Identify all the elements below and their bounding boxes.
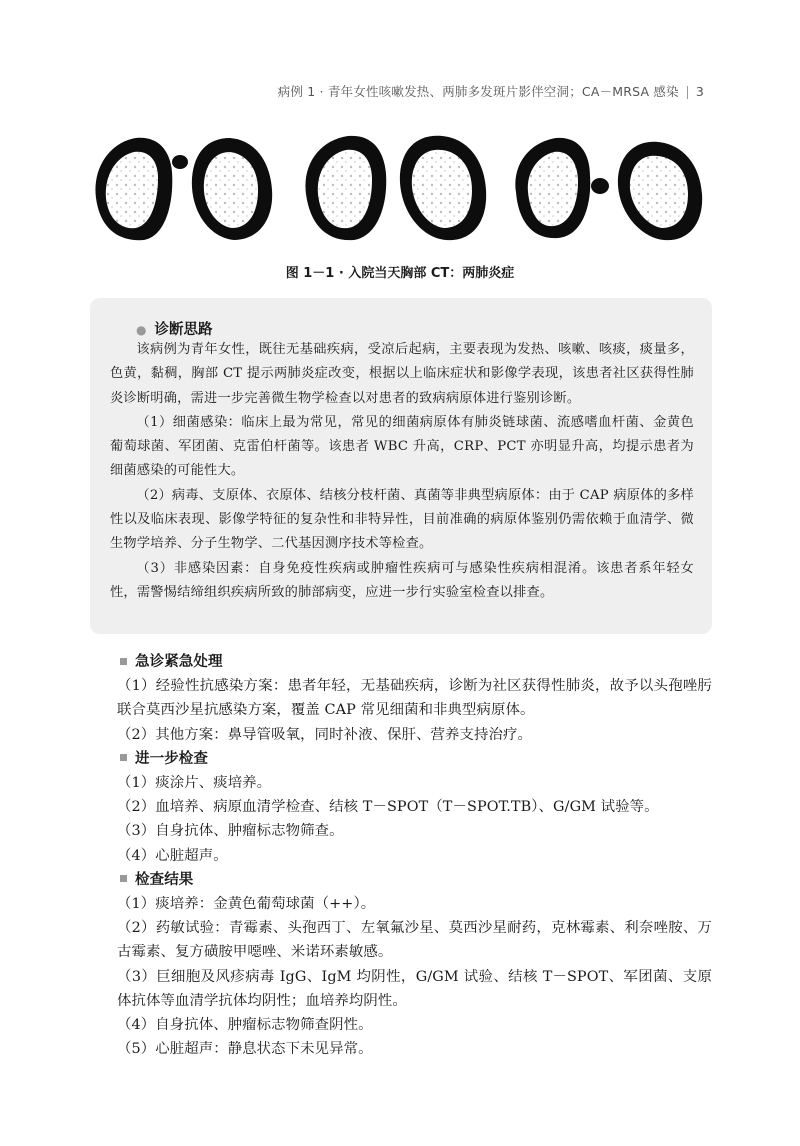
diagnosis-paragraph: （1）细菌感染：临床上最为常见，常见的细菌病原体有肺炎链球菌、流感嗜血杆菌、金黄色葡萄球菌、军团菌、克雷伯杆菌等。该患者 WBC 升高，CRP、PCT 亦明显升高，均提示患者为细菌感染的可能性大。 xyxy=(110,414,694,479)
figure-caption: 图 1－1 · 入院当天胸部 CT：两肺炎症 xyxy=(285,266,515,281)
square-bullet-icon xyxy=(120,754,127,761)
diagnosis-title-text: 诊断思路 xyxy=(154,322,213,338)
header-divider xyxy=(687,86,688,99)
diagnosis-paragraph: 该病例为青年女性，既往无基础疾病，受凉后起病，主要表现为发热、咳嗽、咳痰，痰量多，色黄，黏稠，胸部 CT 提示两肺炎症改变，根据以上临床症状和影像学表现，该患者社区获得性肺炎诊断明确，需进一步完善微生物学检查以对患者的致病病原体进行鉴别诊断。 xyxy=(110,342,694,406)
ct-slice-2 xyxy=(305,136,486,240)
main-content xyxy=(110,650,712,1061)
diagnosis-paragraph: （3）非感染因素：自身免疫性疾病或肿瘤性疾病可与感染性疾病相混淆。该患者系年轻女性，需警惕结缔组织疾病所致的肺部病变，应进一步行实验室检查以排查。 xyxy=(110,560,694,600)
ct-image-strip xyxy=(88,128,713,248)
square-bullet-icon xyxy=(120,658,127,665)
list-item: （2）其他方案：鼻导管吸氧，同时补液、保肝、营养支持治疗。 xyxy=(117,726,532,743)
diagnosis-title xyxy=(136,318,212,339)
section-heading-results xyxy=(110,868,712,892)
ct-slice-1 xyxy=(88,128,293,248)
list-item: （1）经验性抗感染方案：患者年轻，无基础疾病，诊断为社区获得性肺炎，故予以头孢唑肟联合莫西沙星抗感染方案，覆盖 CAP 常见细菌和非典型病原体。 xyxy=(117,678,712,719)
section-heading-text: 进一步检查 xyxy=(135,750,208,767)
bullet-icon: ● xyxy=(136,323,147,337)
running-header xyxy=(278,82,704,100)
list-item: （3）巨细胞及风疹病毒 IgG、IgM 均阴性，G/GM 试验、结核 T－SPOT、军团菌、支原体抗体等血清学抗体均阴性；血培养均阴性。 xyxy=(117,968,712,1009)
section-heading-text: 检查结果 xyxy=(135,871,194,888)
ct-slice-3 xyxy=(515,138,702,240)
header-title: 病例 1 · 青年女性咳嗽发热、两肺多发斑片影伴空洞；CA－MRSA 感染 xyxy=(277,84,679,99)
list-item: （4）心脏超声。 xyxy=(117,847,228,864)
list-item: （5）心脏超声：静息状态下未见异常。 xyxy=(117,1041,373,1058)
list-item: （2）药敏试验：青霉素、头孢西丁、左氧氟沙星、莫西沙星耐药，克林霉素、利奈唑胺、万古霉素、复方磺胺甲噁唑、米诺环素敏感。 xyxy=(117,920,712,961)
diagnosis-body xyxy=(110,338,694,605)
section-heading-further-exam xyxy=(110,747,712,771)
section-heading-text: 急诊紧急处理 xyxy=(135,654,223,670)
list-item: （2）血培养、病原血清学检查、结核 T－SPOT（T－SPOT.TB）、G/GM 试验等。 xyxy=(117,799,659,816)
list-item: （1）痰涂片、痰培养。 xyxy=(117,775,272,792)
list-item: （4）自身抗体、肿瘤标志物筛查阴性。 xyxy=(117,1017,373,1034)
section-heading-emergency xyxy=(110,650,712,674)
list-item: （3）自身抗体、肿瘤标志物筛查。 xyxy=(117,823,344,840)
list-item: （1）痰培养：金黄色葡萄球菌（++）。 xyxy=(117,896,376,913)
page-number: 3 xyxy=(695,84,704,99)
square-bullet-icon xyxy=(120,875,127,882)
diagnosis-paragraph: （2）病毒、支原体、衣原体、结核分枝杆菌、真菌等非典型病原体：由于 CAP 病原体的多样性以及临床表现、影像学特征的复杂性和非特异性，目前准确的病原体鉴别仍需依赖于血清学、微生物学培养、分子生物学、二代基因测序技术等检查。 xyxy=(110,487,694,552)
